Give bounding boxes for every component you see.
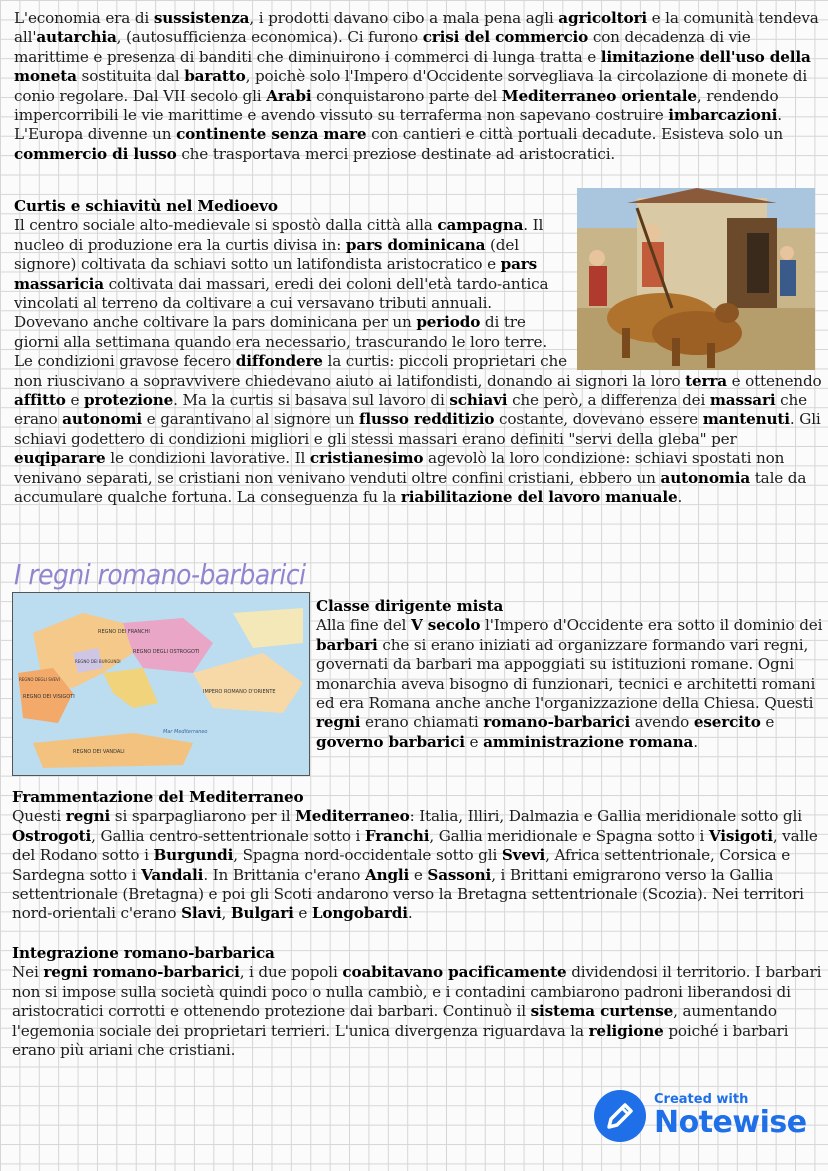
section-title: I regni romano-barbarici xyxy=(14,558,306,591)
intro-paragraph: L'economia era di sussistenza, i prodotti davano cibo a mala pena agli agricoltori e la comunità tendeva all'autarchia, (autosufficienza economica). Ci furono crisi del commercio con decadenza di vie marittime e presenza di banditi che diminuirono i commerci di lunga tratta e limitazione dell'uso della moneta sostituita dal baratto, poichè solo l'Impero d'Occidente sorvegliava la circolazione di monete di conio regolare. Dal VII secolo gli Arabi conquistarono parte del Mediterraneo orientale, rendendo impercorribili le vie marittime e avendo vissuto su terraferma non sapevano costruire imbarcazioni. L'Europa divenne un continente senza mare con cantieri e città portuali decadute. Esisteva solo un commercio di lusso che trasportava merci preziose destinate ad aristocratici. xyxy=(14,9,819,163)
map-label-sea: Mar Mediterraneo xyxy=(163,729,208,735)
barbarian-kingdoms-map xyxy=(12,592,310,776)
map-label-visigoti: REGNO DEI VISIGOTI xyxy=(23,694,75,700)
curtis-section: Curtis e schiavitù nel Medioevo Il centro sociale alto-medievale si spostò dalla città alla campagna. Il nucleo di produzione era la curtis divisa in: pars dominicana (del signore) coltivata da schiavi sotto un latifondista aristocratico e pars massaricia coltivata dai massari, eredi dei coloni dell'età tardo-antica vincolati al terreno da coltivare a cui versavano tributi annuali. Dovevano anche coltivare la pars dominicana per un periodo di tre giorni alla settimana quando era necessario, trascurando le loro terre. Le condizioni gravose fecero diffondere la curtis: piccoli proprietari che non riuscivano a sopravvivere chiedevano aiuto ai latifondisti, donando ai signori la loro terra e ottenendo affitto e protezione. Ma la curtis si basava sul lavoro di schiavi che però, a differenza dei massari che erano autonomi e garantivano al signore un flusso redditizio costante, dovevano essere mantenuti. Gli schiavi godettero di condizioni migliori e gli stessi massari erano definiti "servi della gleba" per euqiparare le condizioni lavorative. Il cristianesimo agevolò la loro condizione: schiavi spostati non venivano separati, se cristiani non venivano venduti oltre confini cristiani, ebbero un autonomia tale da accumulare qualche fortuna. La conseguenza fu la riabilitazione del lavoro manuale. xyxy=(14,197,827,508)
map-label-franchi: REGNO DEI FRANCHI xyxy=(98,629,150,635)
frammentazione-heading: Frammentazione del Mediterraneo xyxy=(12,788,304,806)
integrazione-heading: Integrazione romano-barbarica xyxy=(12,944,275,962)
map-label-svevi: REGNO DEGLI SVEVI xyxy=(19,677,60,682)
map-label-vandali: REGNO DEI VANDALI xyxy=(73,749,125,755)
frammentazione-section: Frammentazione del Mediterraneo Questi regni si sparpagliarono per il Mediterraneo: Italia, Illiri, Dalmazia e Gallia meridionale sotto gli Ostrogoti, Gallia centro-settentrionale sotto i Franchi, Gallia meridionale e Spagna sotto i Visigoti, valle del Rodano sotto i Burgundi, Spagna nord-occidentale sotto gli Svevi, Africa settentrionale, Corsica e Sardegna sotto i Vandali. In Brittania c'erano Angli e Sassoni, i Brittani emigrarono verso la Gallia settentrionale (Bretagna) e poi gli Scoti andarono verso la Bretagna settentrionale (Scozia). Nei territori nord-orientali c'erano Slavi, Bulgari e Longobardi. xyxy=(12,788,818,923)
pencil-icon xyxy=(594,1090,646,1142)
classe-heading: Classe dirigente mista xyxy=(316,597,504,615)
badge-notewise: Notewise xyxy=(654,1105,807,1140)
notewise-badge[interactable] xyxy=(594,1090,807,1142)
classe-dirigente-section: Classe dirigente mista Alla fine del V secolo l'Impero d'Occidente era sotto il dominio dei barbari che si erano iniziati ad organizzare formando vari regni, governati da barbari ma appoggiati su istituzioni romane. Ogni monarchia aveva bisogno di funzionari, tecnici e architetti romani ed era Romana anche anche l'organizzazione della Chiesa. Questi regni erano chiamati romano-barbarici avendo esercito e governo barbarici e amministrazione romana. xyxy=(316,597,823,751)
badge-created-with: Created with xyxy=(654,1092,749,1107)
map-label-burgundi: REGNO DEI BURGUNDI xyxy=(75,659,121,664)
oxen-farm-illustration xyxy=(577,188,815,370)
map-label-ostrogoti: REGNO DEGLI OSTROGOTI xyxy=(133,649,200,655)
map-label-oriente: IMPERO ROMANO D'ORIENTE xyxy=(203,689,276,695)
curtis-heading: Curtis e schiavitù nel Medioevo xyxy=(14,197,278,215)
integrazione-section: Integrazione romano-barbarica Nei regni romano-barbarici, i due popoli coabitavano pacificamente dividendosi il territorio. I barbari non si impose sulla società quindi poco o nulla cambiò, e i contadini cambiarono padroni liberandosi di aristocratici corrotti e ottenendo protezione dai barbari. Continuò il sistema curtense, aumentando l'egemonia sociale dei proprietari terrieri. L'unica divergenza riguardava la religione poiché i barbari erano più ariani che cristiani. xyxy=(12,944,822,1060)
